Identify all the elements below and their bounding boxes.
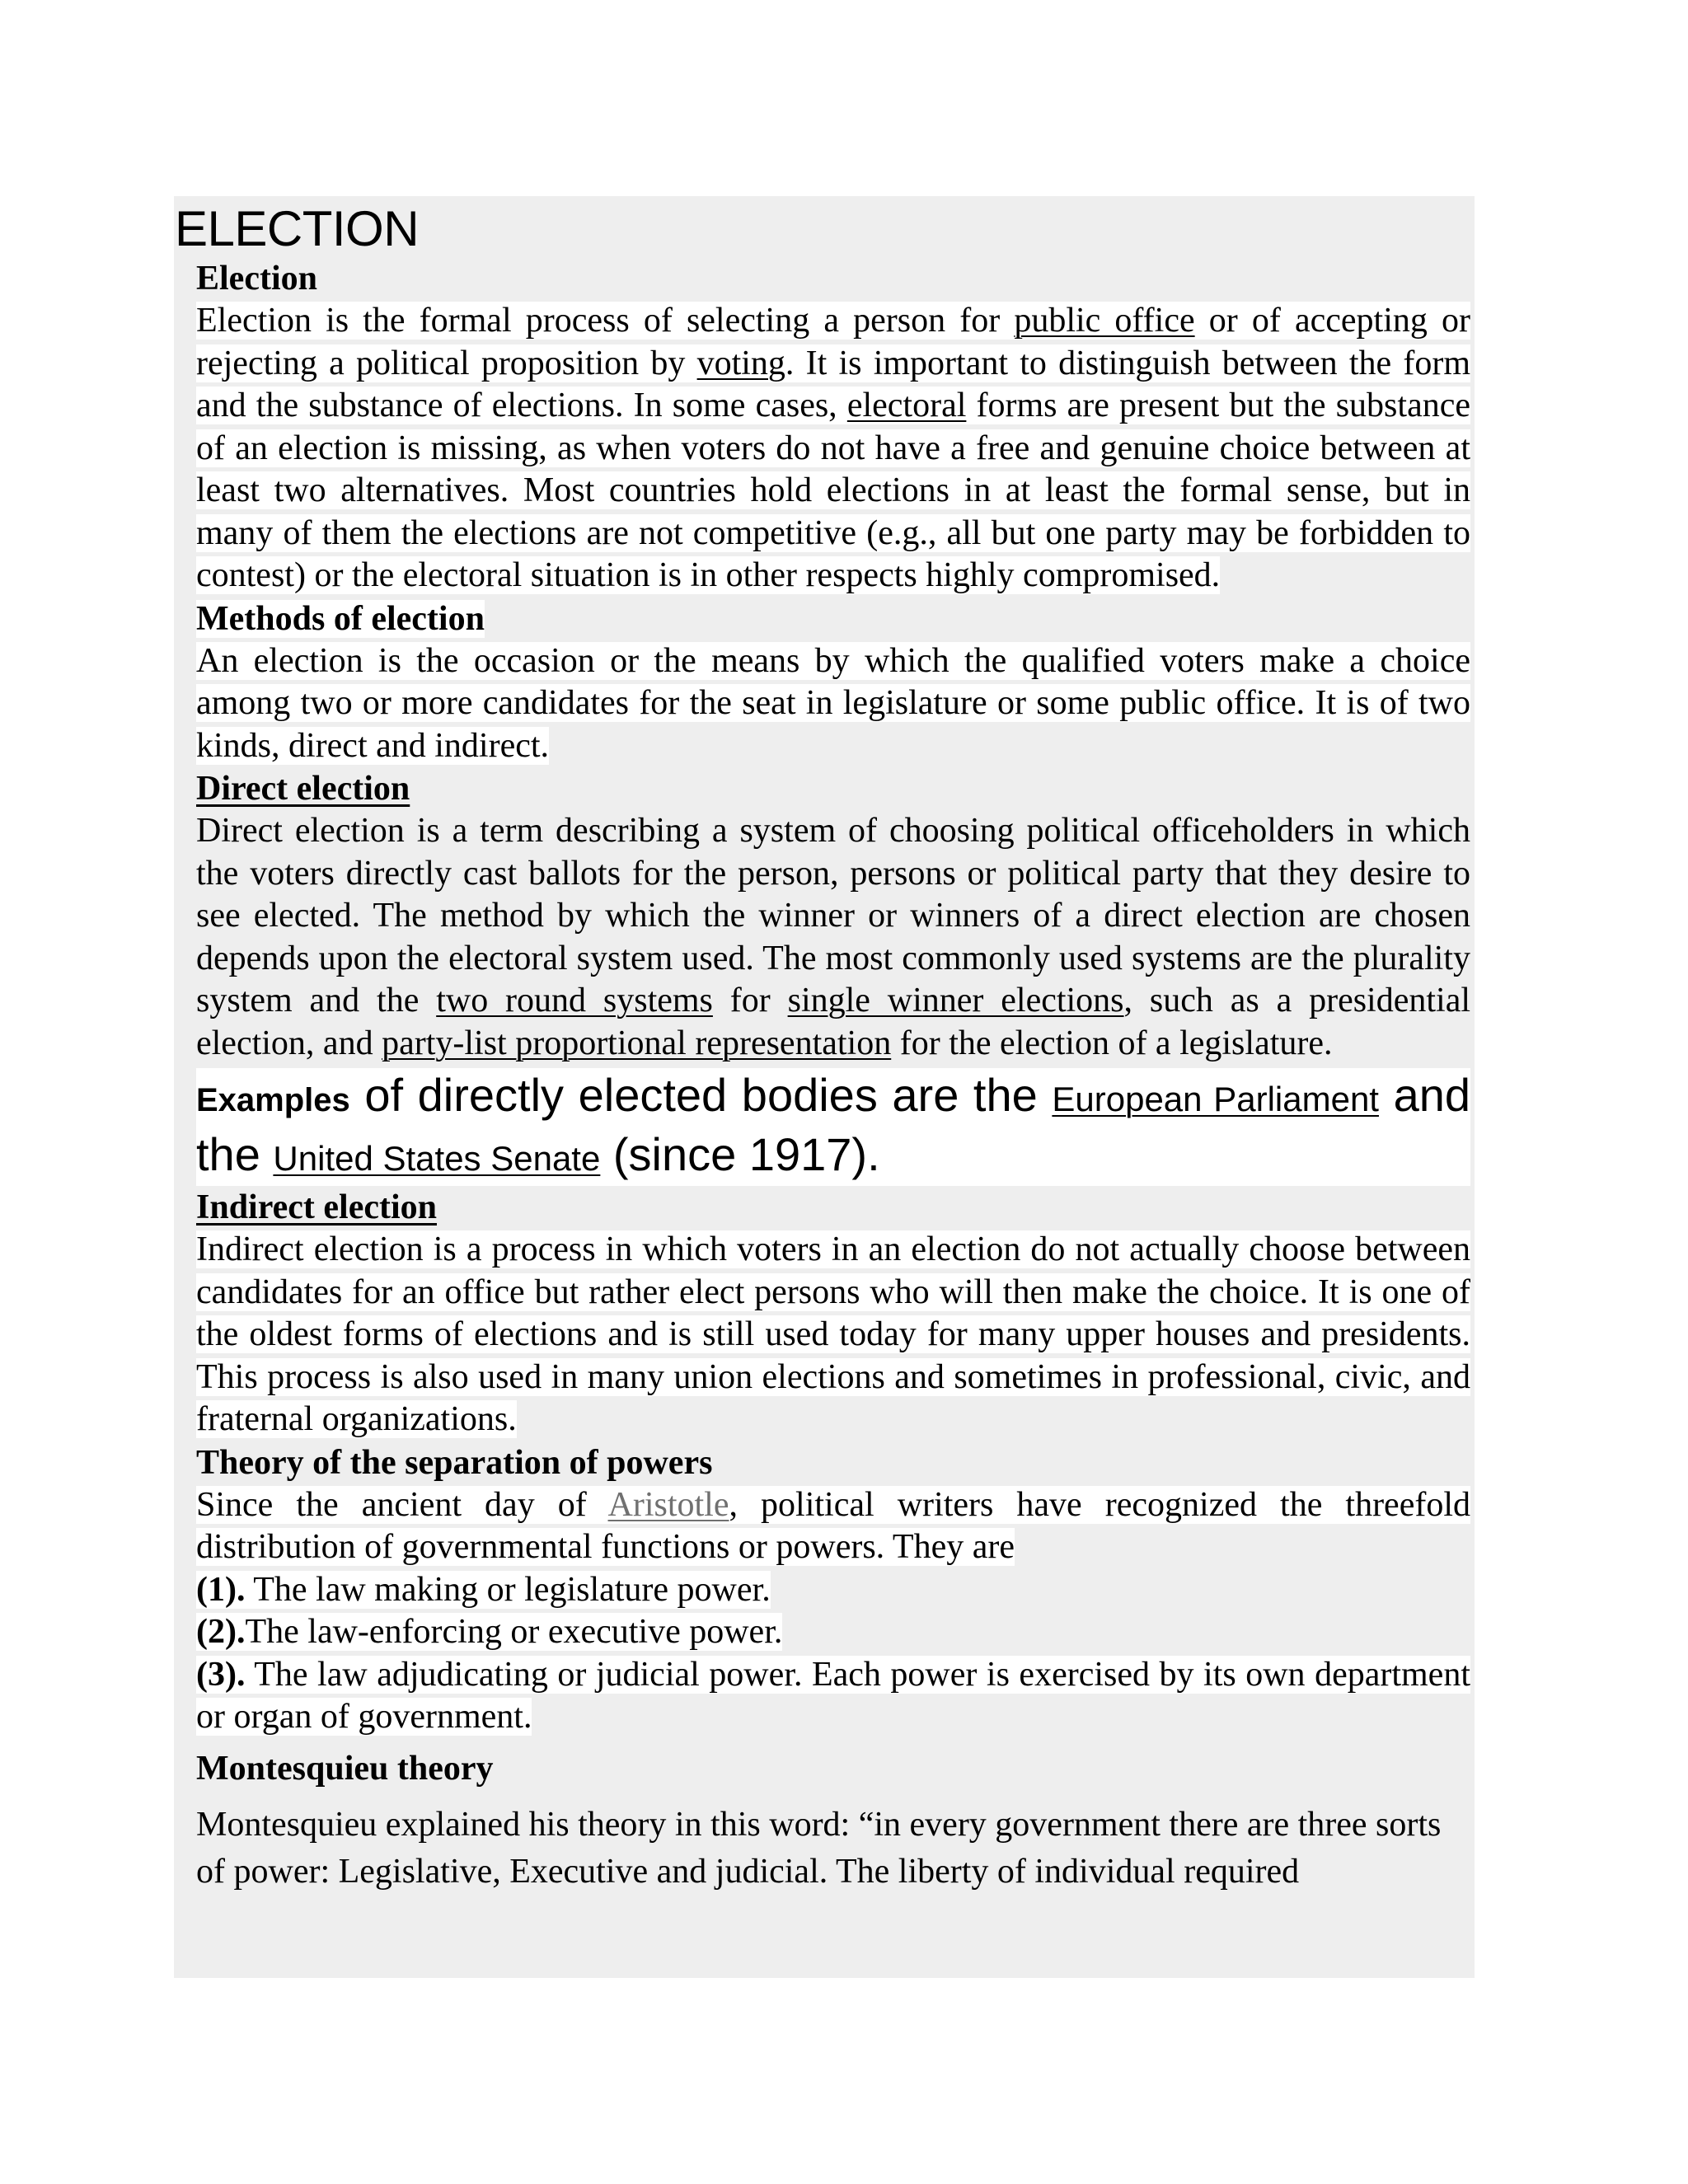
paragraph-separation-of-powers: Since the ancient day of Aristotle, political writers have recognized the threefold distribution of governmental functions or powers. They are <box>196 1485 1470 1566</box>
link-single-winner-elections[interactable]: single winner elections <box>787 982 1124 1019</box>
link-public-office[interactable]: public office <box>1014 302 1195 340</box>
list-item-1: (1). The law making or legislature power. <box>196 1570 771 1609</box>
paragraph-examples: Examples of directly elected bodies are the European Parliament and the United States Senate (since 1917). <box>196 1068 1470 1186</box>
heading-election: Election <box>196 260 317 298</box>
document-title: ELECTION <box>175 201 420 256</box>
link-electoral[interactable]: electoral <box>846 387 967 424</box>
link-party-list-pr[interactable]: party-list proportional representation <box>382 1024 892 1062</box>
link-european-parliament[interactable]: European Parliament <box>1052 1080 1379 1118</box>
heading-indirect-election: Indirect election <box>196 1188 437 1226</box>
paragraph-montesquieu: Montesquieu explained his theory in this word: “in every government there are three sorts of power: Legislative, Executive and judicial. The liberty of individual required <box>196 1805 1442 1891</box>
heading-methods: Methods of election <box>196 599 485 638</box>
heading-separation-of-powers: Theory of the separation of powers <box>196 1443 713 1482</box>
paragraph-indirect-election: Indirect election is a process in which voters in an election do not actually choose between candidates for an office but rather elect persons who will then make the choice. It is one of the oldest forms of elections and is still used today for many upper houses and presidents. This process is also used in many union elections and sometimes in professional, civic, and fraternal organizations. <box>196 1230 1470 1438</box>
link-us-senate[interactable]: United States Senate <box>273 1139 601 1178</box>
link-voting[interactable]: voting <box>696 344 785 382</box>
heading-direct-election: Direct election <box>196 770 410 808</box>
document-body <box>175 201 1471 1896</box>
heading-montesquieu: Montesquieu theory <box>196 1749 494 1788</box>
list-item-2: (2).The law-enforcing or executive power. <box>196 1613 783 1651</box>
link-aristotle[interactable]: Aristotle <box>607 1485 729 1524</box>
list-item-3: (3). The law adjudicating or judicial power. Each power is exercised by its own department or organ of government. <box>196 1655 1470 1736</box>
link-two-round-systems[interactable]: two round systems <box>436 982 713 1019</box>
paragraph-methods: An election is the occasion or the means by which the qualified voters make a choice among two or more candidates for the seat in legislature or some public office. It is of two kinds, direct and indirect. <box>196 641 1470 765</box>
paragraph-direct-election: Direct election is a term describing a system of choosing political officeholders in which the voters directly cast ballots for the person, persons or political party that they desire to see elected. The method by which the winner or winners of a direct election are chosen depends upon the electoral system used. The most commonly used systems are the plurality system and the two round systems for single winner elections, such as a presidential election, and party-list proportional representation for the election of a legislature. <box>196 812 1471 1062</box>
paragraph-election: Election is the formal process of selecting a person for public office or of accepting or rejecting a political proposition by voting. It is important to distinguish between the form and the substance of elections. In some cases, electoral forms are present but the substance of an election is missing, as when voters do not have a free and genuine choice between at least two alternatives. Most countries hold elections in at least the formal sense, but in many of them the elections are not competitive (e.g., all but one party may be forbidden to contest) or the electoral situation is in other respects highly compromised. <box>196 302 1470 594</box>
